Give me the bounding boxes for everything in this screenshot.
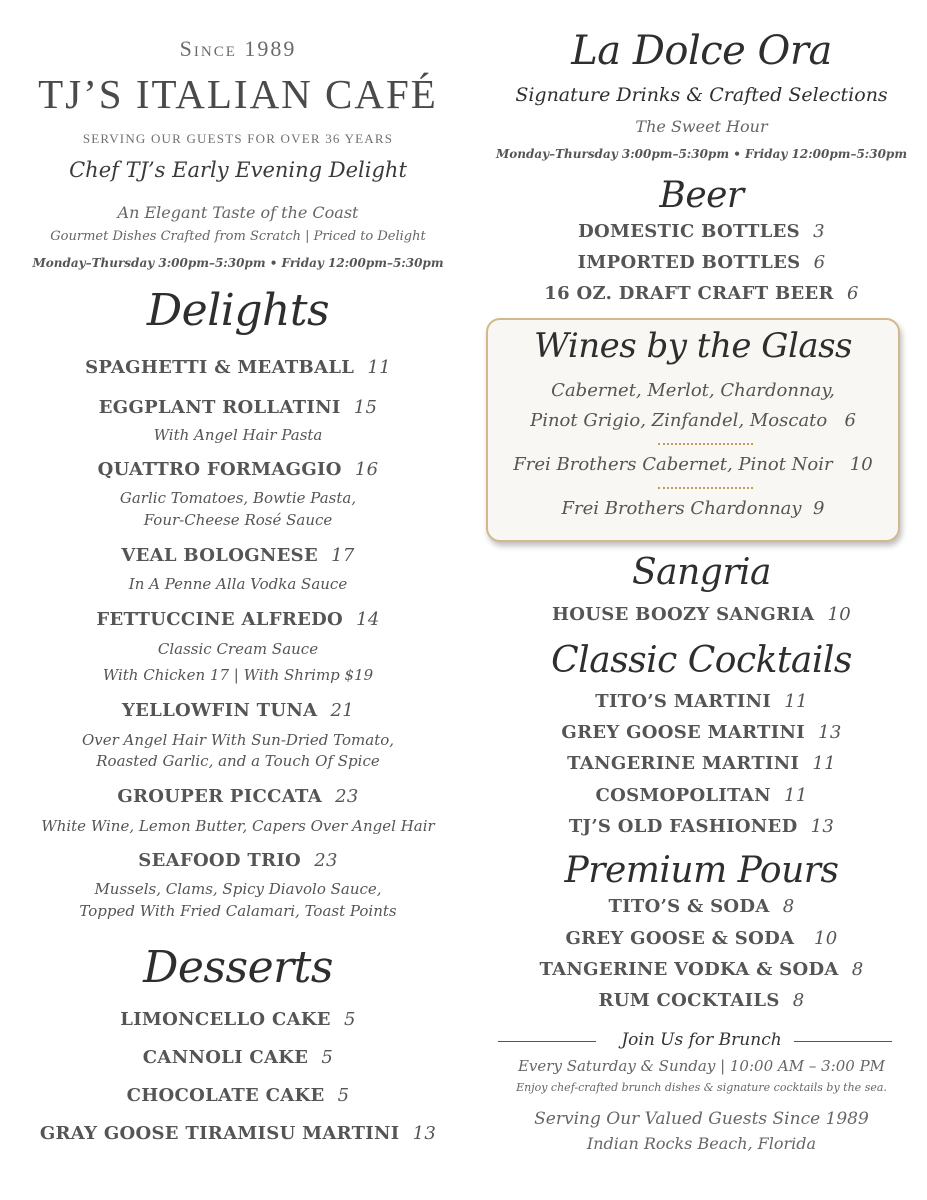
item-name: TITO’S & SODA bbox=[608, 896, 770, 917]
item-name: VEAL BOLOGNESE bbox=[121, 545, 318, 566]
wine-line bbox=[488, 498, 898, 519]
item-description: With Chicken 17 | With Shrimp $19 bbox=[102, 666, 374, 684]
brunch-note: Enjoy chef-crafted brunch dishes & signature cocktails by the sea. bbox=[516, 1081, 887, 1094]
item-name: RUM COCKTAILS bbox=[598, 990, 780, 1011]
item-price: 13 bbox=[810, 816, 835, 837]
drinks-title: La Dolce Ora bbox=[571, 28, 832, 74]
item-price: 11 bbox=[367, 357, 391, 378]
item-price: 5 bbox=[343, 1009, 356, 1030]
item-name: QUATTRO FORMAGGIO bbox=[97, 459, 342, 480]
menu-item bbox=[476, 722, 927, 743]
item-description: Classic Cream Sauce bbox=[157, 640, 319, 658]
item-price: 8 bbox=[782, 896, 795, 917]
beer-heading: Beer bbox=[659, 175, 744, 216]
dotted-divider bbox=[658, 487, 753, 489]
menu-item bbox=[0, 1123, 476, 1144]
item-price: 11 bbox=[812, 753, 836, 774]
item-price: 8 bbox=[851, 959, 864, 980]
menu-item bbox=[476, 990, 927, 1011]
sweet-hour-hours: Monday–Thursday 3:00pm–5:30pm • Friday 12:00pm–5:30pm bbox=[495, 147, 908, 161]
item-name: SEAFOOD TRIO bbox=[138, 850, 302, 871]
item-price: 5 bbox=[337, 1085, 350, 1106]
menu-item bbox=[476, 283, 927, 304]
early-evening-hours: Monday–Thursday 3:00pm–5:30pm • Friday 12:00pm–5:30pm bbox=[32, 256, 444, 270]
wine-price: 9 bbox=[813, 498, 825, 519]
item-price: 23 bbox=[314, 850, 338, 871]
sangria-heading: Sangria bbox=[631, 552, 772, 593]
item-price: 3 bbox=[813, 221, 825, 242]
wines-heading: Wines by the Glass bbox=[534, 326, 852, 366]
wines-box bbox=[486, 318, 900, 542]
item-name: COSMOPOLITAN bbox=[595, 785, 771, 806]
item-description: Garlic Tomatoes, Bowtie Pasta, bbox=[119, 489, 357, 507]
item-price: 11 bbox=[783, 785, 808, 806]
item-name: FETTUCCINE ALFREDO bbox=[96, 609, 343, 630]
menu-item bbox=[0, 545, 476, 566]
item-name: TJ’S OLD FASHIONED bbox=[568, 816, 798, 837]
item-price: 10 bbox=[813, 928, 838, 949]
menu-item bbox=[476, 252, 927, 273]
premium-heading: Premium Pours bbox=[564, 850, 839, 891]
item-name: YELLOWFIN TUNA bbox=[121, 700, 318, 721]
item-price: 14 bbox=[356, 609, 380, 630]
menu-item bbox=[0, 397, 476, 418]
item-name: TANGERINE VODKA & SODA bbox=[539, 959, 839, 980]
menu-item bbox=[0, 786, 476, 807]
menu-item bbox=[476, 816, 927, 837]
delights-heading: Delights bbox=[146, 285, 330, 336]
item-description: Topped With Fried Calamari, Toast Points bbox=[79, 902, 397, 920]
item-description: White Wine, Lemon Butter, Capers Over Angel Hair bbox=[41, 817, 435, 835]
item-name: HOUSE BOOZY SANGRIA bbox=[551, 604, 815, 625]
item-name: IMPORTED BOTTLES bbox=[577, 252, 801, 273]
item-price: 15 bbox=[353, 397, 378, 418]
item-name: SPAGHETTI & MEATBALL bbox=[85, 357, 355, 378]
item-name: GROUPER PICCATA bbox=[117, 786, 322, 807]
item-price: 13 bbox=[412, 1123, 437, 1144]
menu-item bbox=[476, 691, 927, 712]
item-price: 6 bbox=[813, 252, 826, 273]
wine-varietals: Pinot Grigio, Zinfandel, Moscato bbox=[530, 410, 828, 431]
item-name: LIMONCELLO CAKE bbox=[120, 1009, 331, 1030]
coast-tagline: An Elegant Taste of the Coast bbox=[117, 203, 359, 222]
item-description: In A Penne Alla Vodka Sauce bbox=[128, 575, 348, 593]
menu-item bbox=[0, 1085, 476, 1106]
menu-item bbox=[0, 609, 476, 630]
item-name: GREY GOOSE MARTINI bbox=[561, 722, 805, 743]
restaurant-name: TJ’S ITALIAN CAFÉ bbox=[38, 71, 438, 117]
menu-item bbox=[0, 1047, 476, 1068]
serving-tagline: SERVING OUR GUESTS FOR OVER 36 YEARS bbox=[82, 131, 394, 146]
menu-item bbox=[476, 896, 927, 917]
item-name: TANGERINE MARTINI bbox=[567, 753, 800, 774]
item-price: 21 bbox=[330, 700, 355, 721]
menu-item bbox=[0, 700, 476, 721]
item-price: 6 bbox=[846, 283, 859, 304]
item-description: Four-Cheese Rosé Sauce bbox=[143, 511, 333, 529]
item-name: GRAY GOOSE TIRAMISU MARTINI bbox=[39, 1123, 400, 1144]
drinks-subtitle: Signature Drinks & Crafted Selections bbox=[515, 84, 888, 106]
item-price: 16 bbox=[354, 459, 379, 480]
item-name: TITO’S MARTINI bbox=[595, 691, 772, 712]
item-description: With Angel Hair Pasta bbox=[153, 426, 323, 444]
wine-price: 10 bbox=[849, 454, 873, 475]
brunch-rule-right bbox=[794, 1041, 892, 1042]
wine-line bbox=[488, 410, 898, 431]
menu-item bbox=[476, 604, 927, 625]
gourmet-subline: Gourmet Dishes Crafted from Scratch | Priced to Delight bbox=[50, 229, 426, 244]
item-price: 17 bbox=[331, 545, 355, 566]
sweet-hour-label: The Sweet Hour bbox=[635, 117, 768, 136]
menu-item bbox=[476, 785, 927, 806]
item-description: Over Angel Hair With Sun-Dried Tomato, bbox=[81, 731, 395, 749]
wine-line bbox=[488, 454, 898, 475]
brunch-schedule: Every Saturday & Sunday | 10:00 AM – 3:00 PM bbox=[517, 1057, 886, 1075]
item-name: 16 OZ. DRAFT CRAFT BEER bbox=[544, 283, 834, 304]
item-description: Roasted Garlic, and a Touch Of Spice bbox=[96, 752, 380, 770]
menu-item bbox=[476, 959, 927, 980]
since-label: Since 1989 bbox=[179, 36, 297, 61]
menu-item bbox=[0, 850, 476, 871]
menu-item bbox=[476, 928, 927, 949]
menu-item bbox=[476, 221, 927, 242]
item-price: 23 bbox=[335, 786, 359, 807]
footer-location: Indian Rocks Beach, Florida bbox=[586, 1134, 817, 1153]
item-name: CANNOLI CAKE bbox=[142, 1047, 309, 1068]
wine-line: Cabernet, Merlot, Chardonnay, bbox=[551, 380, 835, 401]
item-name: EGGPLANT ROLLATINI bbox=[98, 397, 341, 418]
item-price: 5 bbox=[321, 1047, 334, 1068]
chef-title: Chef TJ’s Early Evening Delight bbox=[69, 158, 407, 182]
item-name: GREY GOOSE & SODA bbox=[565, 928, 795, 949]
cocktails-heading: Classic Cocktails bbox=[551, 640, 852, 681]
item-name: DOMESTIC BOTTLES bbox=[578, 221, 800, 242]
menu-item bbox=[0, 1009, 476, 1030]
item-price: 13 bbox=[818, 722, 842, 743]
menu-item bbox=[0, 357, 476, 378]
item-price: 10 bbox=[827, 604, 852, 625]
dotted-divider bbox=[658, 443, 753, 445]
item-description: Mussels, Clams, Spicy Diavolo Sauce, bbox=[94, 880, 382, 898]
brunch-heading: Join Us for Brunch bbox=[621, 1030, 782, 1050]
desserts-heading: Desserts bbox=[143, 942, 333, 993]
wine-price: 6 bbox=[844, 410, 856, 431]
menu-item bbox=[0, 459, 476, 480]
wine-varietals: Frei Brothers Chardonnay bbox=[561, 498, 802, 519]
item-name: CHOCOLATE CAKE bbox=[126, 1085, 325, 1106]
item-price: 11 bbox=[784, 691, 808, 712]
footer-since: Serving Our Valued Guests Since 1989 bbox=[534, 1109, 869, 1129]
wine-varietals: Frei Brothers Cabernet, Pinot Noir bbox=[513, 454, 833, 475]
menu-item bbox=[476, 753, 927, 774]
item-price: 8 bbox=[792, 990, 805, 1011]
